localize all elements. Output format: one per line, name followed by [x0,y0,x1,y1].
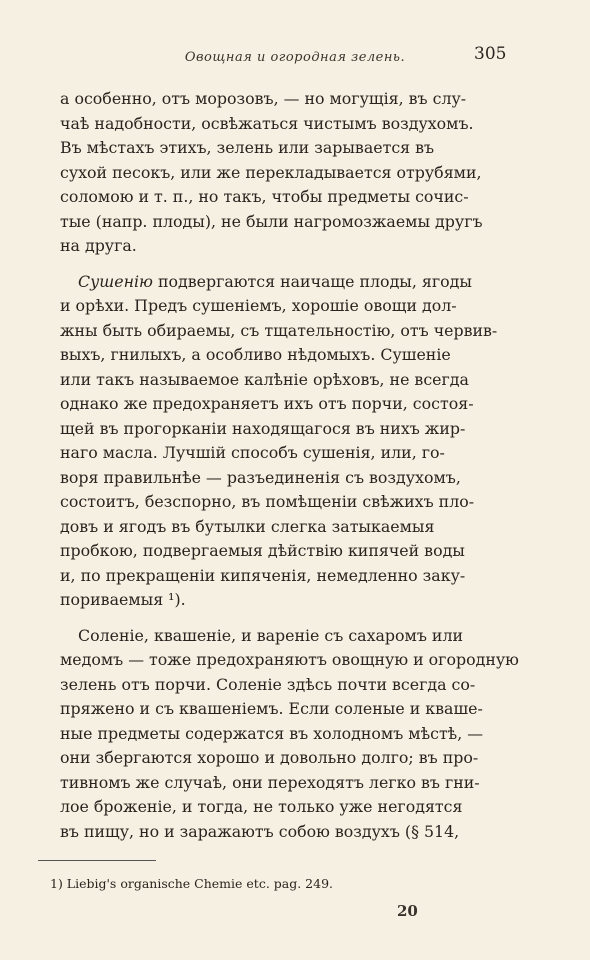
text-line: или такъ называемое калѣніе орѣховъ, не всегда [60,369,469,389]
italic-term: Сушенію [78,271,153,291]
body-text [60,87,540,844]
text-line: и, по прекращеніи кипяченія, немедленно заку- [60,565,466,585]
text-line: пориваемыя ¹). [60,590,186,609]
text-line: жны быть обираемы, съ тщательностію, отъ червив- [60,320,498,340]
footnote-divider [38,860,156,861]
text-line: Соленіе, квашеніе, и вареніе съ сахаромъ или [78,625,464,645]
text-line: состоитъ, безспорно, въ помѣщеніи свѣжихъ пло- [60,492,475,511]
text-line: чаѣ надобности, освѣжаться чистымъ воздухомъ. [60,113,474,133]
text-line: тые (напр. плоды), не были нагромозжаемы другъ [60,211,483,231]
paragraph-2 [60,270,540,613]
text-line: въ пищу, но и заражаютъ собою воздухъ (§ 514, [60,821,460,841]
text-line: на друга. [60,236,137,255]
text-line: а особенно, отъ морозовъ, — но могущія, въ слу- [60,89,467,108]
text-line: соломою и т. п., но такъ, чтобы предметы сочис- [60,187,469,206]
text-line: однако же предохраняетъ ихъ отъ порчи, состоя- [60,394,474,413]
text-line: довъ и ягодъ въ бутылки слегка затыкаемыя [60,516,435,536]
text-line: лое броженіе, и тогда, не только уже негодятся [60,797,463,816]
text-line: щей въ прогорканіи находящагося въ нихъ жир- [60,418,466,438]
running-title: Овощная и огородная зелень. [184,50,406,65]
paragraph-1 [60,87,540,259]
text-line: тивномъ же случаѣ, они переходятъ легко въ гни- [60,772,480,792]
text-line: наго масла. Лучшій способъ сушенія, или, го- [60,443,445,462]
text-line: выхъ, гнилыхъ, а особливо нѣдомыхъ. Сушеніе [60,345,451,364]
text-line: сухой песокъ, или же перекладывается отрубями, [60,162,482,182]
text-line: пряжено и съ квашеніемъ. Если соленые и кваше- [60,699,483,718]
page-number: 305 [474,44,507,64]
text-line: и орѣхи. Предъ сушеніемъ, хорошіе овощи дол- [60,296,457,315]
text-line: пробкою, подвергаемыя дѣйствію кипячей воды [60,541,465,560]
text-line [60,270,540,295]
text-run: подвергаются наичаще плоды, ягоды [152,271,472,291]
text-line: зелень отъ порчи. Соленіе здѣсь почти всегда со- [60,674,476,694]
footnote: 1) Liebig's organische Chemie etc. pag. 249. [50,876,334,891]
text-line: медомъ — тоже предохраняютъ овощную и огородную [60,650,519,669]
paragraph-3 [60,624,540,845]
text-line: они збергаются хорошо и довольно долго; въ про- [60,748,479,767]
text-line: ные предметы содержатся въ холодномъ мѣстѣ, — [60,723,484,743]
text-line: воря правильнѣе — разъединенія съ воздухомъ, [60,467,461,487]
signature-mark: 20 [397,902,418,920]
text-line: Въ мѣстахъ этихъ, зелень или зарывается въ [60,138,435,157]
